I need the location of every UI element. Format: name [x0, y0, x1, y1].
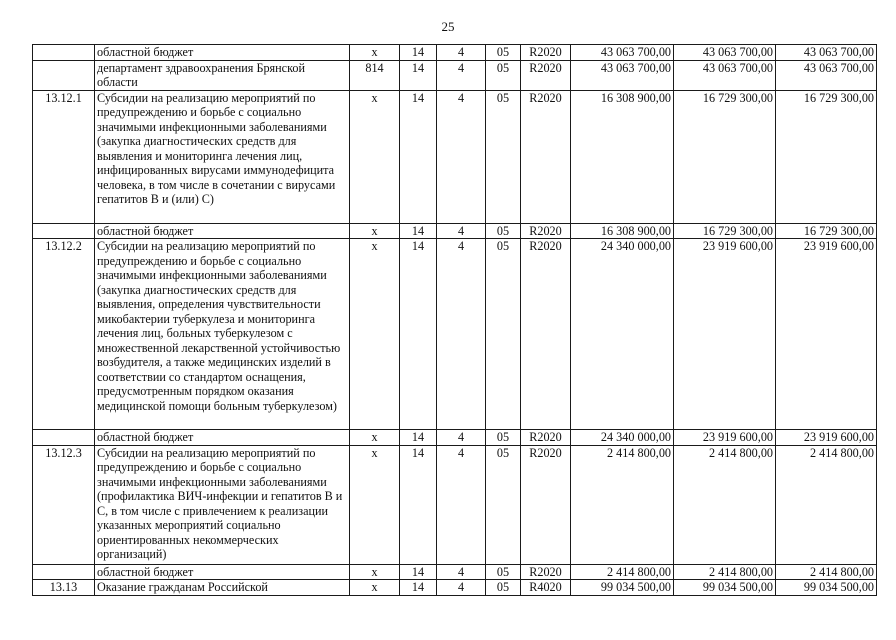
row-year1-amount: 43 063 700,00 [571, 60, 674, 90]
row-index: 13.12.2 [33, 239, 95, 430]
row-year2-amount: 99 034 500,00 [674, 580, 776, 596]
row-pr: 4 [437, 445, 486, 564]
row-name: Субсидии на реализацию мероприятий по предупреждению и борьбе с социально значимыми инфекционными заболеваниями (профилактика ВИЧ-инфекции и гепатитов В и С, в том числе с привлечением к реализации указанных мероприятий социально ориентированных некоммерческих организаций) [95, 445, 350, 564]
table-row [33, 45, 877, 61]
row-index: 13.12.3 [33, 445, 95, 564]
row-pr: 4 [437, 90, 486, 223]
table-row [33, 90, 877, 223]
row-rz: 14 [400, 60, 437, 90]
row-index: 13.13 [33, 580, 95, 596]
row-gp: 05 [486, 445, 521, 564]
row-gp: 05 [486, 580, 521, 596]
row-grbs: x [350, 445, 400, 564]
row-name: областной бюджет [95, 564, 350, 580]
row-index [33, 564, 95, 580]
page-number: 25 [441, 19, 455, 34]
row-year3-amount: 2 414 800,00 [776, 445, 877, 564]
row-rz: 14 [400, 90, 437, 223]
row-year1-amount: 2 414 800,00 [571, 445, 674, 564]
row-year3-amount: 2 414 800,00 [776, 564, 877, 580]
row-name: областной бюджет [95, 45, 350, 61]
row-year2-amount: 16 729 300,00 [674, 90, 776, 223]
row-grbs: x [350, 430, 400, 446]
row-rz: 14 [400, 239, 437, 430]
table-row [33, 223, 877, 239]
row-rz: 14 [400, 223, 437, 239]
row-csr: R2020 [521, 564, 571, 580]
table-row [33, 239, 877, 430]
row-csr: R2020 [521, 239, 571, 430]
row-gp: 05 [486, 430, 521, 446]
row-year3-amount: 43 063 700,00 [776, 45, 877, 61]
row-csr: R2020 [521, 430, 571, 446]
row-grbs: x [350, 223, 400, 239]
row-year2-amount: 23 919 600,00 [674, 239, 776, 430]
table-row [33, 445, 877, 564]
table-row [33, 60, 877, 90]
row-year2-amount: 2 414 800,00 [674, 564, 776, 580]
row-grbs: x [350, 45, 400, 61]
row-rz: 14 [400, 45, 437, 61]
row-year2-amount: 16 729 300,00 [674, 223, 776, 239]
row-index [33, 223, 95, 239]
row-pr: 4 [437, 564, 486, 580]
row-grbs: 814 [350, 60, 400, 90]
row-csr: R2020 [521, 223, 571, 239]
row-grbs: x [350, 239, 400, 430]
row-csr: R2020 [521, 45, 571, 61]
row-rz: 14 [400, 580, 437, 596]
row-name: департамент здравоохранения Брянской области [95, 60, 350, 90]
row-rz: 14 [400, 445, 437, 564]
row-year2-amount: 43 063 700,00 [674, 60, 776, 90]
row-grbs: x [350, 580, 400, 596]
row-year1-amount: 99 034 500,00 [571, 580, 674, 596]
row-year2-amount: 43 063 700,00 [674, 45, 776, 61]
table-row [33, 564, 877, 580]
row-pr: 4 [437, 239, 486, 430]
row-gp: 05 [486, 223, 521, 239]
row-year3-amount: 16 729 300,00 [776, 90, 877, 223]
row-year1-amount: 24 340 000,00 [571, 430, 674, 446]
row-csr: R2020 [521, 60, 571, 90]
row-year1-amount: 16 308 900,00 [571, 223, 674, 239]
row-index [33, 60, 95, 90]
row-gp: 05 [486, 239, 521, 430]
row-name: Субсидии на реализацию мероприятий по предупреждению и борьбе с социально значимыми инфекционными заболеваниями (закупка диагностических средств для выявления, определения чувствительности микобактерии туберкулеза и мониторинга лечения лиц, больных туберкулезом с множественной лекарственной устойчивостью возбудителя, а также медицинских изделий в соответствии со стандартом оснащения, предусмотренным порядком оказания медицинской помощи больным туберкулезом) [95, 239, 350, 430]
row-grbs: x [350, 90, 400, 223]
row-index: 13.12.1 [33, 90, 95, 223]
row-name: областной бюджет [95, 223, 350, 239]
row-pr: 4 [437, 430, 486, 446]
row-year3-amount: 43 063 700,00 [776, 60, 877, 90]
row-name: областной бюджет [95, 430, 350, 446]
row-year2-amount: 2 414 800,00 [674, 445, 776, 564]
row-index [33, 430, 95, 446]
row-rz: 14 [400, 564, 437, 580]
row-rz: 14 [400, 430, 437, 446]
row-year3-amount: 99 034 500,00 [776, 580, 877, 596]
row-year3-amount: 16 729 300,00 [776, 223, 877, 239]
row-gp: 05 [486, 60, 521, 90]
row-pr: 4 [437, 580, 486, 596]
row-year1-amount: 2 414 800,00 [571, 564, 674, 580]
row-grbs: x [350, 564, 400, 580]
row-year1-amount: 24 340 000,00 [571, 239, 674, 430]
row-index [33, 45, 95, 61]
row-name: Оказание гражданам Российской [95, 580, 350, 596]
row-name: Субсидии на реализацию мероприятий по предупреждению и борьбе с социально значимыми инфекционными заболеваниями (закупка диагностических средств для выявления и мониторинга лечения лиц, инфицированных вирусами иммунодефицита человека, в том числе в сочетании с вирусами гепатитов В и (или) С) [95, 90, 350, 223]
table-row [33, 430, 877, 446]
row-csr: R4020 [521, 580, 571, 596]
row-gp: 05 [486, 564, 521, 580]
row-gp: 05 [486, 90, 521, 223]
row-year1-amount: 16 308 900,00 [571, 90, 674, 223]
row-csr: R2020 [521, 90, 571, 223]
row-gp: 05 [486, 45, 521, 61]
budget-table [32, 44, 877, 596]
row-year3-amount: 23 919 600,00 [776, 239, 877, 430]
row-pr: 4 [437, 223, 486, 239]
table-row [33, 580, 877, 596]
row-year1-amount: 43 063 700,00 [571, 45, 674, 61]
row-year2-amount: 23 919 600,00 [674, 430, 776, 446]
row-pr: 4 [437, 45, 486, 61]
row-csr: R2020 [521, 445, 571, 564]
row-year3-amount: 23 919 600,00 [776, 430, 877, 446]
budget-table-body [33, 45, 877, 596]
row-pr: 4 [437, 60, 486, 90]
